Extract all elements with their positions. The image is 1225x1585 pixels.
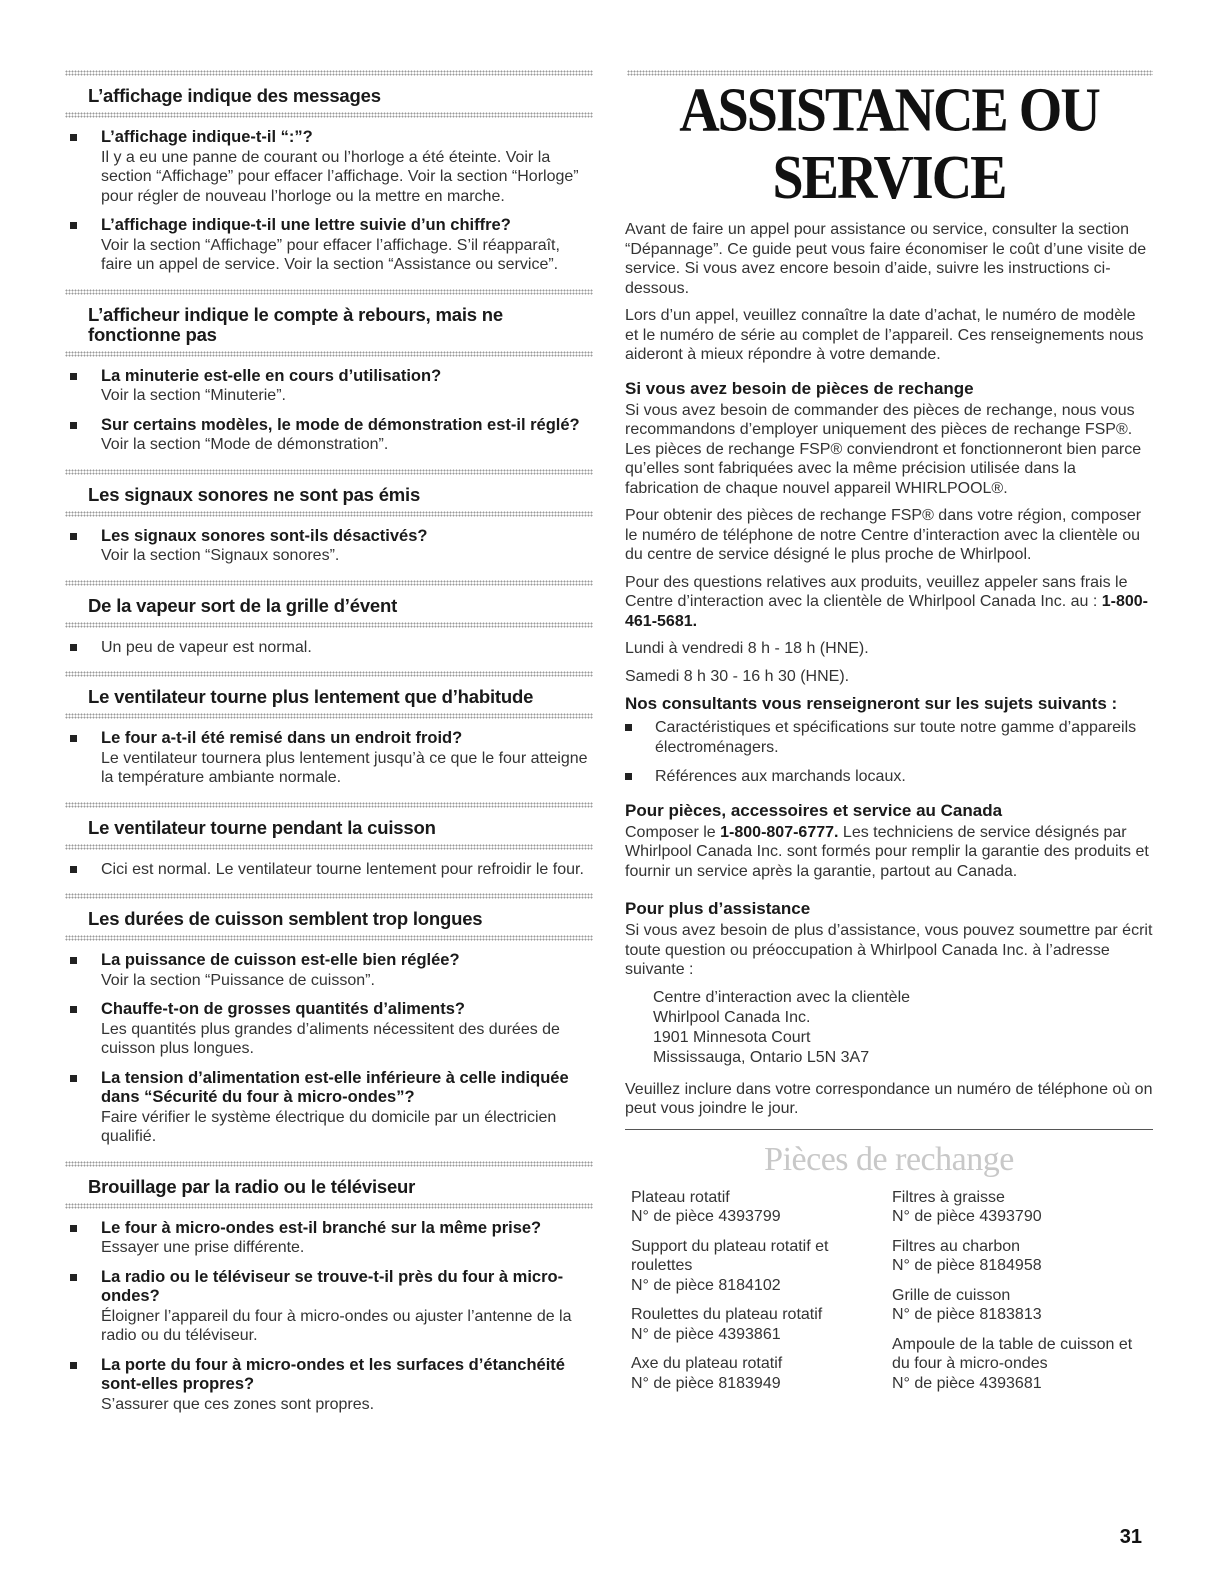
troubleshoot-item — [63, 216, 593, 275]
dotted-rule — [65, 511, 593, 517]
question-text: Les signaux sonores sont-ils désactivés? — [101, 526, 428, 545]
section-title: Brouillage par la radio ou le téléviseur — [88, 1175, 416, 1197]
question-text: L’affichage indique-t-il “:”? — [101, 128, 313, 146]
troubleshoot-section — [63, 70, 593, 275]
bullet-square-icon — [70, 957, 77, 964]
part-name: Filtres à graisse — [892, 1188, 1005, 1206]
replacement-parts-title: Pièces de rechange — [764, 1140, 1014, 1178]
part-number: N° de pièce 4393861 — [631, 1325, 781, 1343]
troubleshoot-item — [63, 416, 593, 455]
part-entry — [892, 1237, 1153, 1276]
questions-paragraph — [625, 573, 1153, 632]
bullet-square-icon — [70, 134, 77, 141]
part-number: N° de pièce 4393681 — [892, 1374, 1042, 1392]
consultant-topic — [625, 767, 1153, 787]
dotted-rule — [65, 1203, 593, 1209]
section-title: L’affichage indique des messages — [88, 85, 381, 106]
section-title: L’afficheur indique le compte à rebours, mais ne fonctionne pas — [88, 303, 503, 345]
bullet-square-icon — [70, 533, 77, 540]
part-number: N° de pièce 4393799 — [631, 1208, 781, 1225]
consultants-heading: Nos consultants vous renseigneront sur les sujets suivants : — [625, 694, 1118, 713]
section-divider — [625, 1129, 1153, 1130]
bullet-square-icon — [70, 422, 77, 429]
page-number: 31 — [1119, 1526, 1142, 1548]
more-assistance-paragraph: Si vous avez besoin de plus d’assistance, vous pouvez soumettre par écrit toute question ou préoccupation à Whirlpool Canada Inc. à l’adresse suivante : — [625, 922, 1153, 978]
troubleshoot-item — [63, 951, 593, 990]
answer-text: S’assurer que ces zones sont propres. — [101, 1395, 375, 1413]
parts-column-1 — [625, 1188, 892, 1404]
section-title: Le ventilateur tourne plus lentement que d’habitude — [88, 686, 534, 707]
canada-paragraph — [625, 823, 1153, 882]
troubleshoot-section — [63, 802, 593, 880]
bullet-square-icon — [625, 724, 632, 731]
part-entry — [892, 1335, 1153, 1394]
troubleshoot-item — [63, 367, 593, 406]
replacement-parts-table — [625, 1188, 1153, 1404]
question-text: La puissance de cuisson est-elle bien réglée? — [101, 951, 460, 969]
consultant-topic — [625, 718, 1153, 757]
bullet-square-icon — [70, 644, 77, 651]
question-text: Chauffe-t-on de grosses quantités d’aliments? — [101, 1000, 465, 1018]
part-entry — [631, 1237, 892, 1296]
part-number: N° de pièce 4393790 — [892, 1208, 1042, 1225]
part-entry — [631, 1305, 892, 1344]
troubleshoot-item — [63, 128, 593, 206]
troubleshoot-item — [63, 527, 593, 566]
address-line: Centre d’interaction avec la clientèle — [653, 988, 911, 1006]
address-line: Whirlpool Canada Inc. — [653, 1008, 811, 1026]
dotted-rule — [65, 622, 593, 628]
question-text: La porte du four à micro-ondes et les surfaces d’étanchéité sont-elles propres? — [101, 1355, 565, 1393]
dotted-rule — [65, 935, 593, 941]
troubleshoot-section — [63, 469, 593, 566]
dotted-rule — [65, 844, 593, 850]
bullet-square-icon — [70, 373, 77, 380]
more-assistance-heading: Pour plus d’assistance — [625, 899, 811, 918]
question-text: La minuterie est-elle en cours d’utilisation? — [101, 366, 442, 385]
troubleshoot-section — [63, 289, 593, 455]
section-title: Le ventilateur tourne pendant la cuisson — [88, 816, 436, 838]
part-number: N° de pièce 8183813 — [892, 1306, 1042, 1323]
section-title: De la vapeur sort de la grille d’évent — [88, 594, 398, 616]
part-name: Plateau rotatif — [631, 1188, 730, 1206]
part-number: N° de pièce 8183949 — [631, 1374, 781, 1392]
part-entry — [892, 1286, 1153, 1325]
answer-text: Voir la section “Puissance de cuisson”. — [101, 971, 375, 989]
part-name: Support du plateau rotatif et roulettes — [631, 1237, 829, 1274]
parts-column-2 — [892, 1188, 1153, 1404]
part-name: Roulettes du plateau rotatif — [631, 1306, 823, 1323]
troubleshoot-item — [63, 1000, 593, 1059]
questions-text: Pour des questions relatives aux produits, veuillez appeler sans frais le Centre d’interaction avec la clientèle de Whirlpool Canada Inc. au : — [625, 573, 1128, 610]
canada-heading: Pour pièces, accessoires et service au Canada — [625, 800, 1003, 820]
answer-text: Éloigner l’appareil du four à micro-ondes ou ajuster l’antenne de la radio ou du téléviseur. — [101, 1307, 572, 1344]
question-text: Le four a-t-il été remisé dans un endroit froid? — [101, 729, 463, 747]
part-name: Axe du plateau rotatif — [631, 1355, 783, 1372]
answer-text: Essayer une prise différente. — [101, 1239, 305, 1256]
bullet-square-icon — [70, 222, 77, 229]
bullet-square-icon — [70, 1274, 77, 1281]
phone-number-2: 1-800-807-6777. — [720, 823, 839, 841]
troubleshoot-item — [63, 1219, 593, 1258]
dotted-rule — [65, 713, 593, 719]
answer-text: Le ventilateur tournera plus lentement jusqu’à ce que le four atteigne la température ambiante normale. — [101, 749, 588, 786]
answer-text: Voir la section “Affichage” pour effacer l’affichage. S’il réapparaît, faire un appel de service. Voir la section “Assistance ou service”. — [101, 236, 560, 273]
part-number: N° de pièce 8184958 — [892, 1257, 1042, 1274]
dotted-rule — [65, 112, 593, 118]
troubleshoot-item — [63, 1069, 593, 1147]
dotted-rule — [65, 351, 593, 357]
section-title: Les durées de cuisson semblent trop longues — [88, 908, 483, 929]
bullet-square-icon — [70, 1362, 77, 1369]
address-line: Mississauga, Ontario L5N 3A7 — [653, 1048, 870, 1066]
intro-paragraph-2: Lors d’un appel, veuillez connaître la date d’achat, le numéro de modèle et le numéro de série au complet de l’appareil. Ces renseignements nous aideront à mieux répondre à votre demande. — [625, 307, 1144, 363]
answer-text: Voir la section “Mode de démonstration”. — [101, 436, 389, 453]
hours-saturday: Samedi 8 h 30 - 16 h 30 (HNE). — [625, 667, 850, 685]
part-name: Grille de cuisson — [892, 1286, 1011, 1304]
question-text: Le four à micro-ondes est-il branché sur la même prise? — [101, 1218, 542, 1237]
troubleshoot-item — [63, 1268, 593, 1346]
question-text: La radio ou le téléviseur se trouve-t-il près du four à micro-ondes? — [101, 1267, 564, 1305]
answer-text: Voir la section “Minuterie”. — [101, 387, 286, 404]
phone-number-1: 1-800-461-5681. — [625, 593, 1148, 630]
consultants-list — [625, 718, 1153, 787]
bullet-square-icon — [70, 1075, 77, 1082]
bullet-square-icon — [70, 866, 77, 873]
troubleshoot-item — [63, 1356, 593, 1415]
part-entry — [892, 1188, 1153, 1227]
answer-text: Faire vérifier le système électrique du domicile par un électricien qualifié. — [101, 1108, 557, 1145]
parts-paragraph-1: Si vous avez besoin de commander des pièces de rechange, nous vous recommandons d’employer uniquement des pièces de rechange FSP®. Les pièces de rechange FSP® conviendront et fonctionneront bien parce qu’elles sont fabriquées avec la même précision utilisée dans la fabrication de chaque nouvel appareil WHIRLPOOL®. — [625, 401, 1142, 497]
troubleshooting-column — [63, 70, 593, 1428]
answer-text: Un peu de vapeur est normal. — [101, 638, 312, 656]
troubleshoot-item — [63, 729, 593, 788]
mailing-address — [625, 988, 1153, 1068]
consultant-topic-text: Caractéristiques et spécifications sur toute notre gamme d’appareils électroménagers. — [655, 719, 1137, 756]
parts-heading: Si vous avez besoin de pièces de rechange — [625, 378, 974, 398]
troubleshoot-section — [63, 893, 593, 1147]
bullet-square-icon — [70, 735, 77, 742]
answer-text: Il y a eu une panne de courant ou l’horloge a été éteinte. Voir la section “Affichage” pour effacer l’affichage. Voir la section “Horloge” pour régler de nouveau l’horloge ou la mettre en marche. — [101, 148, 579, 205]
question-text: La tension d’alimentation est-elle inférieure à celle indiquée dans “Sécurité du four à micro-ondes”? — [101, 1068, 569, 1106]
section-title: Les signaux sonores ne sont pas émis — [88, 483, 421, 505]
canada-post: Les techniciens de service désignés par Whirlpool Canada Inc. sont formés pour remplir la garantie des produits et fournir un service après la garantie, partout au Canada. — [625, 823, 1149, 880]
intro-paragraph-1: Avant de faire un appel pour assistance ou service, consulter la section “Dépannage”. Ce guide peut vous faire économiser le coût d’une visite de service. Si vous avez encore besoin d’aide, suivre les instructions ci-dessous. — [625, 221, 1147, 297]
part-number: N° de pièce 8184102 — [631, 1276, 781, 1294]
part-name: Filtres au charbon — [892, 1237, 1021, 1255]
part-name: Ampoule de la table de cuisson et du four à micro-ondes — [892, 1335, 1133, 1372]
canada-pre: Composer le — [625, 823, 721, 841]
troubleshoot-section — [63, 580, 593, 658]
bullet-square-icon — [70, 1006, 77, 1013]
question-text: Sur certains modèles, le mode de démonstration est-il réglé? — [101, 415, 580, 434]
question-text: L’affichage indique-t-il une lettre suivie d’un chiffre? — [101, 216, 511, 234]
troubleshoot-item — [63, 638, 593, 658]
part-entry — [631, 1354, 892, 1393]
parts-paragraph-2: Pour obtenir des pièces de rechange FSP® dans votre région, composer le numéro de téléphone de notre Centre d’interaction avec la clientèle ou du centre de service désigné le plus proche de Whirlpool. — [625, 507, 1142, 563]
bullet-square-icon — [625, 773, 632, 780]
closing-paragraph: Veuillez inclure dans votre correspondance un numéro de téléphone où on peut vous joindre le jour. — [625, 1080, 1153, 1117]
answer-text: Les quantités plus grandes d’aliments nécessitent des durées de cuisson plus longues. — [101, 1020, 560, 1057]
answer-text: Voir la section “Signaux sonores”. — [101, 547, 340, 564]
troubleshoot-item — [63, 860, 593, 880]
part-entry — [631, 1188, 892, 1227]
consultant-topic-text: Références aux marchands locaux. — [655, 768, 906, 785]
troubleshoot-section — [63, 671, 593, 788]
assistance-column — [625, 70, 1153, 1403]
address-line: 1901 Minnesota Court — [653, 1028, 811, 1046]
assistance-title: ASSISTANCE OU SERVICE — [679, 75, 1099, 213]
answer-text: Cici est normal. Le ventilateur tourne lentement pour refroidir le four. — [101, 860, 584, 878]
hours-weekday: Lundi à vendredi 8 h - 18 h (HNE). — [625, 640, 869, 657]
troubleshoot-section — [63, 1161, 593, 1415]
bullet-square-icon — [70, 1225, 77, 1232]
